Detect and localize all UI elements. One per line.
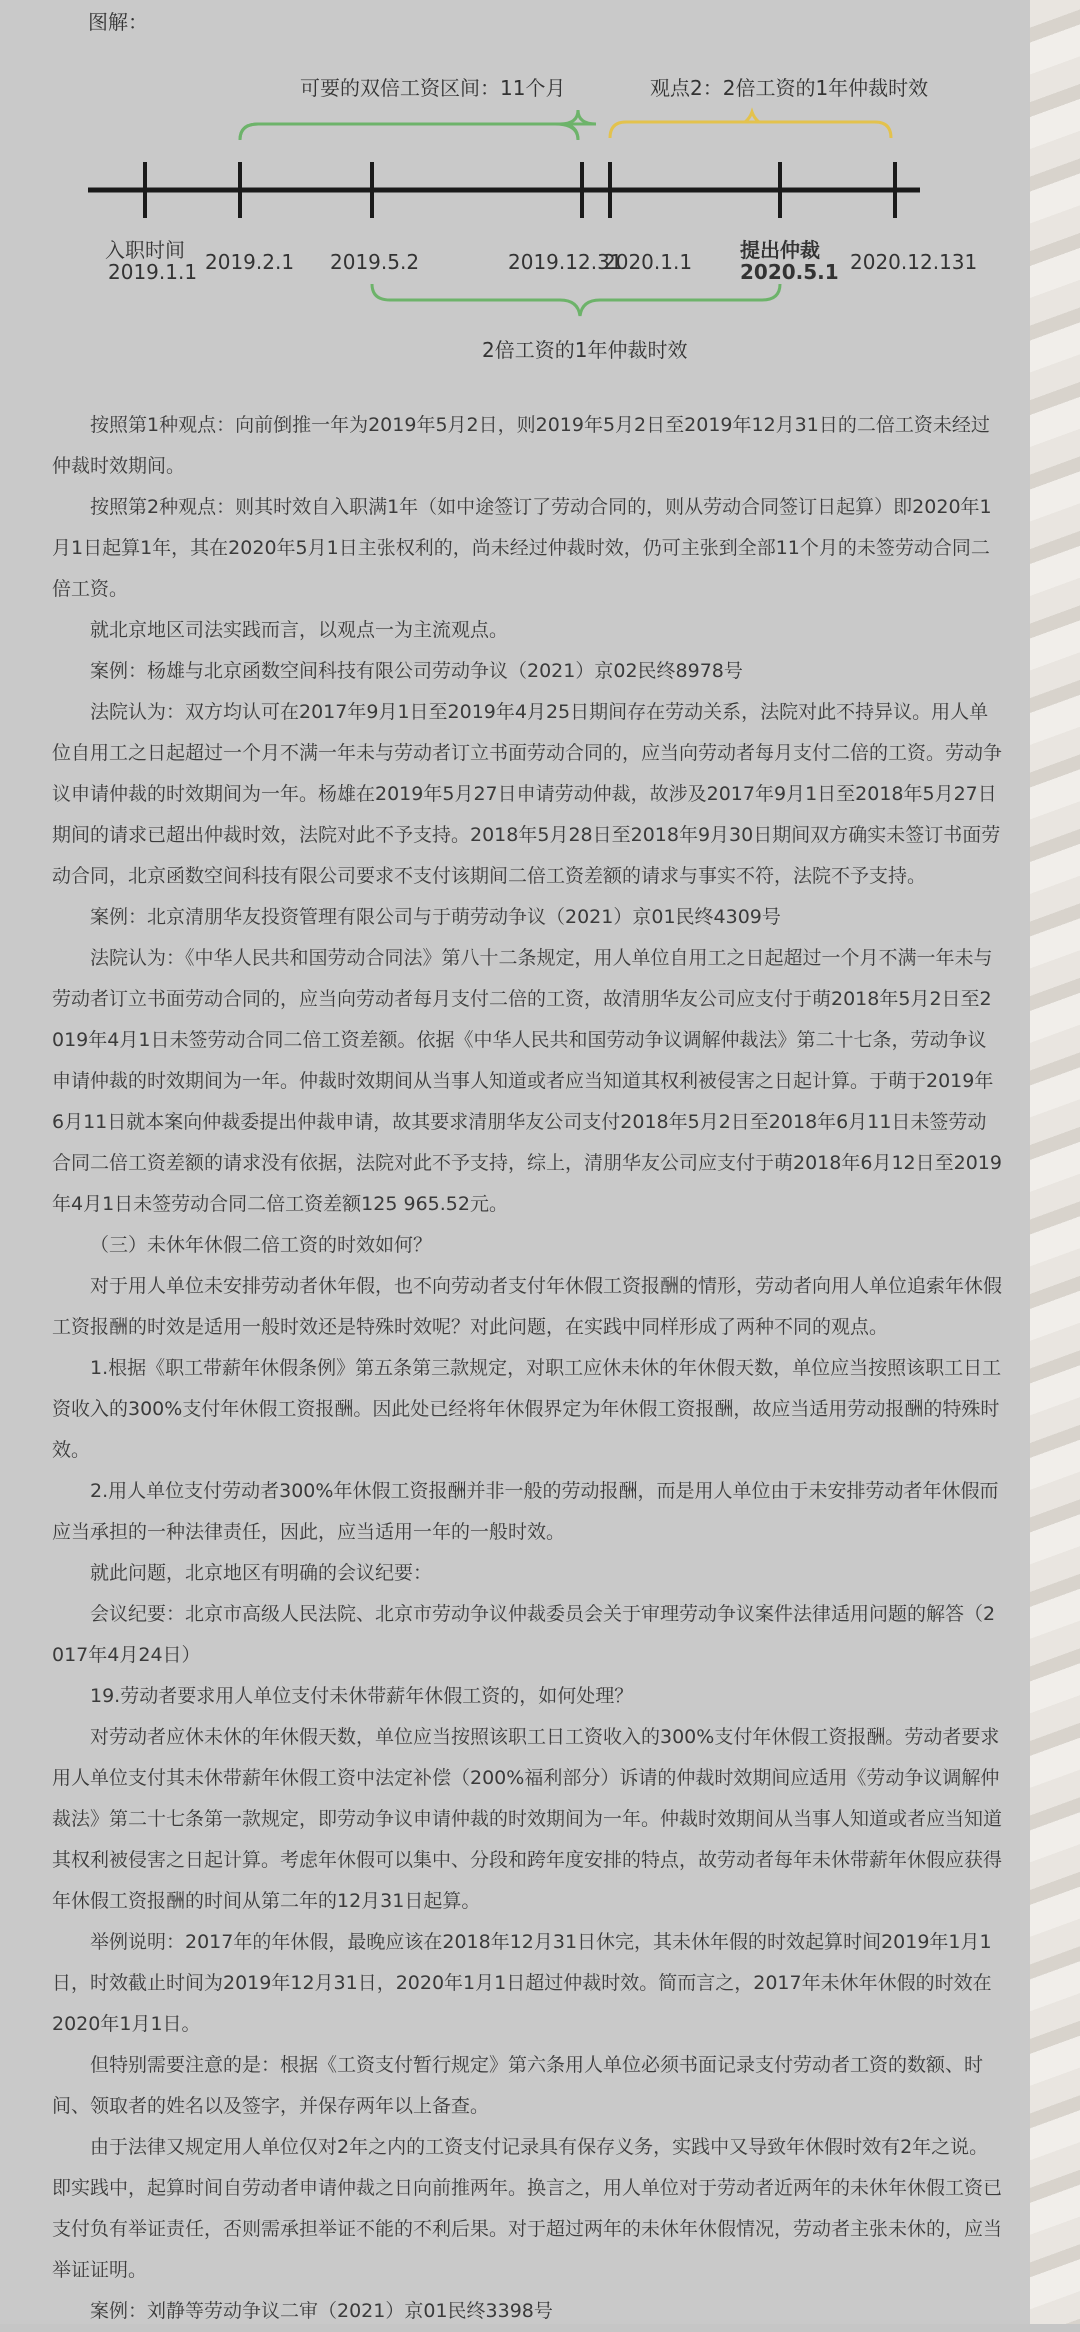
- yellow-bracket-top-label: 观点2：2倍工资的1年仲裁时效: [650, 76, 929, 100]
- paragraph: 案例：杨雄与北京函数空间科技有限公司劳动争议（2021）京02民终8978号: [90, 660, 743, 682]
- tick-label-6-line1: 提出仲裁: [740, 238, 820, 262]
- paragraph: 19.劳动者要求用人单位支付未休带薪年休假工资的，如何处理？: [90, 1685, 634, 1707]
- paragraph: 案例：北京清朋华友投资管理有限公司与于萌劳动争议（2021）京01民终4309号: [90, 906, 781, 928]
- tick-label-1-line2: 2019.1.1: [108, 260, 198, 284]
- paragraph: 就北京地区司法实践而言，以观点一为主流观点。: [90, 619, 509, 641]
- tick-label-5: 2020.1.1: [603, 250, 693, 274]
- green-bracket-bottom: [372, 284, 780, 316]
- timeline-diagram: [0, 0, 1030, 360]
- paragraph: 2.用人单位支付劳动者300%年休假工资报酬并非一般的劳动报酬，而是用人单位由于未安排劳动者年休假而应当承担的一种法律责任，因此，应当适用一年的一般时效。: [52, 1480, 999, 1543]
- paragraph: 法院认为：双方均认可在2017年9月1日至2019年4月25日期间存在劳动关系，法院对此不持异议。用人单位自用工之日起超过一个月不满一年未与劳动者订立书面劳动合同的，应当向劳动者每月支付二倍的工资。劳动争议申请仲裁的时效期间为一年。杨雄在2019年5月27日申请劳动仲裁，故涉及2017年9月1日至2018年5月27日期间的请求已超出仲裁时效，法院对此不予支持。2018年5月28日至2018年9月30日期间双方确实未签订书面劳动合同，北京函数空间科技有限公司要求不支付该期间二倍工资差额的请求与事实不符，法院不予支持。: [52, 701, 1003, 887]
- tick-label-3: 2019.5.2: [330, 250, 420, 274]
- paragraph: 由于法律又规定用人单位仅对2年之内的工资支付记录具有保存义务，实践中又导致年休假时效有2年之说。即实践中，起算时间自劳动者申请仲裁之日向前推两年。换言之，用人单位对于劳动者近两年的未休年休假工资已支付负有举证责任，否则需承担举证不能的不利后果。对于超过两年的未休年休假情况，劳动者主张未休的，应当举证证明。: [52, 2136, 1003, 2281]
- paragraph: 就此问题，北京地区有明确的会议纪要：: [90, 1562, 433, 1584]
- paragraph: 会议纪要：北京市高级人民法院、北京市劳动争议仲裁委员会关于审理劳动争议案件法律适用问题的解答（2017年4月24日）: [52, 1603, 996, 1666]
- green-bracket-bottom-label: 2倍工资的1年仲裁时效: [482, 338, 688, 362]
- green-bracket-top-label: 可要的双倍工资区间：11个月: [300, 76, 566, 100]
- tick-label-2: 2019.2.1: [205, 250, 295, 274]
- paragraph: 按照第1种观点：向前倒推一年为2019年5月2日，则2019年5月2日至2019年12月31日的二倍工资未经过仲裁时效期间。: [52, 414, 990, 477]
- decorative-edge: [1030, 0, 1080, 2324]
- article-body: [52, 405, 1002, 2332]
- paragraph: 按照第2种观点：则其时效自入职满1年（如中途签订了劳动合同的，则从劳动合同签订日起算）即2020年1月1日起算1年，其在2020年5月1日主张权利的，尚未经过仲裁时效，仍可主张到全部11个月的未签劳动合同二倍工资。: [52, 496, 992, 600]
- tick-label-6-line2: 2020.5.1: [740, 260, 839, 284]
- tick-label-4: 2019.12.31: [508, 250, 623, 274]
- tick-label-7: 2020.12.131: [850, 250, 978, 274]
- paragraph: 但特别需要注意的是：根据《工资支付暂行规定》第六条用人单位必须书面记录支付劳动者工资的数额、时间、领取者的姓名以及签字，并保存两年以上备查。: [52, 2054, 984, 2117]
- diagram-heading: 图解：: [88, 10, 148, 34]
- paragraph: 举例说明：2017年的年休假，最晚应该在2018年12月31日休完，其未休年假的时效起算时间2019年1月1日，时效截止时间为2019年12月31日，2020年1月1日超过仲裁时效。简而言之，2017年未休年休假的时效在2020年1月1日。: [52, 1931, 992, 2035]
- paragraph: 1.根据《职工带薪年休假条例》第五条第三款规定，对职工应休未休的年休假天数，单位应当按照该职工日工资收入的300%支付年休假工资报酬。因此处已经将年休假界定为年休假工资报酬，故应当适用劳动报酬的特殊时效。: [52, 1357, 1002, 1461]
- tick-label-1-line1: 入职时间: [105, 238, 185, 262]
- paragraph: 对劳动者应休未休的年休假天数，单位应当按照该职工日工资收入的300%支付年休假工资报酬。劳动者要求用人单位支付其未休带薪年休假工资中法定补偿（200%福利部分）诉请的仲裁时效期间应适用《劳动争议调解仲裁法》第二十七条第一款规定，即劳动争议申请仲裁的时效期间为一年。仲裁时效期间从当事人知道或者应当知道其权利被侵害之日起计算。考虑年休假可以集中、分段和跨年度安排的特点，故劳动者每年未休带薪年休假应获得年休假工资报酬的时间从第二年的12月31日起算。: [52, 1726, 1003, 1912]
- paragraph: 对于用人单位未安排劳动者休年假，也不向劳动者支付年休假工资报酬的情形，劳动者向用人单位追索年休假工资报酬的时效是适用一般时效还是特殊时效呢？对此问题，在实践中同样形成了两种不同的观点。: [52, 1275, 1003, 1338]
- section-heading: （三）未休年休假二倍工资的时效如何？: [90, 1234, 433, 1256]
- yellow-bracket-top: [610, 122, 891, 138]
- paragraph: 法院认为：《中华人民共和国劳动合同法》第八十二条规定，用人单位自用工之日起超过一个月不满一年未与劳动者订立书面劳动合同的，应当向劳动者每月支付二倍的工资，故清朋华友公司应支付于萌2018年5月2日至2019年4月1日未签劳动合同二倍工资差额。依据《中华人民共和国劳动争议调解仲裁法》第二十七条，劳动争议申请仲裁的时效期间为一年。仲裁时效期间从当事人知道或者应当知道其权利被侵害之日起计算。于萌于2019年6月11日就本案向仲裁委提出仲裁申请，故其要求清朋华友公司支付2018年5月2日至2018年6月11日未签劳动合同二倍工资差额的请求没有依据，法院对此不予支持，综上，清朋华友公司应支付于萌2018年6月12日至2019年4月1日未签劳动合同二倍工资差额125 965.52元。: [52, 947, 1002, 1215]
- paragraph: 案例：刘静等劳动争议二审（2021）京01民终3398号: [90, 2300, 553, 2322]
